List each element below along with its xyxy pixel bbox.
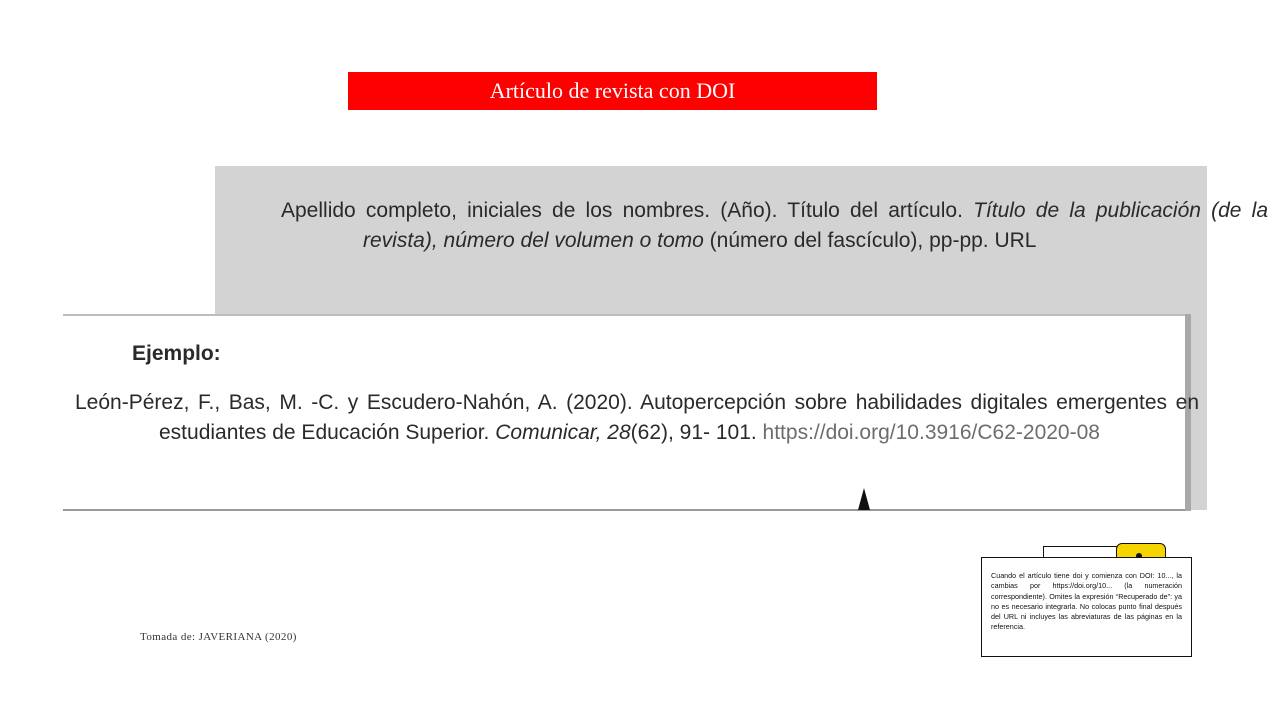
example-journal: Comunicar, 28 <box>495 421 631 444</box>
format-italic: Título de la publicación (de la revista), número del volumen o tomo <box>363 199 1268 252</box>
source-caption: Tomada de: JAVERIANA (2020) <box>140 631 297 643</box>
example-reference <box>75 388 1199 448</box>
slide-title: Artículo de revista con DOI <box>348 72 877 110</box>
example-doi-link[interactable]: https://doi.org/10.3916/C62-2020-08 <box>762 421 1100 444</box>
format-plain: Apellido completo, iniciales de los nombres. (Año). Título del artículo. <box>281 199 974 222</box>
example-panel <box>63 314 1199 511</box>
example-issue: (62), 91- 101. <box>630 421 763 444</box>
note-text: Cuando el artículo tiene doi y comienza con DOI: 10..., la cambias por https://doi.org/10... (la numeración correspondiente). Omites la expresión “Recuperado de”: ya no es necesario integrarla. No colocas punto final después del URL ni incluyes las abreviaturas de las páginas en la referencia. <box>991 571 1182 632</box>
format-tail: (número del fascículo), pp-pp. URL <box>703 229 1037 252</box>
arrow-pointer-icon <box>858 488 870 510</box>
reference-format <box>281 196 1268 256</box>
example-plain: León-Pérez, F., Bas, M. -C. y Escudero-Nahón, A. (2020). Autopercepción sobre habilidades digitales emergentes en estudiantes de Educación Superior. <box>75 391 1199 444</box>
note-box <box>981 557 1192 657</box>
example-heading: Ejemplo: <box>132 342 221 365</box>
